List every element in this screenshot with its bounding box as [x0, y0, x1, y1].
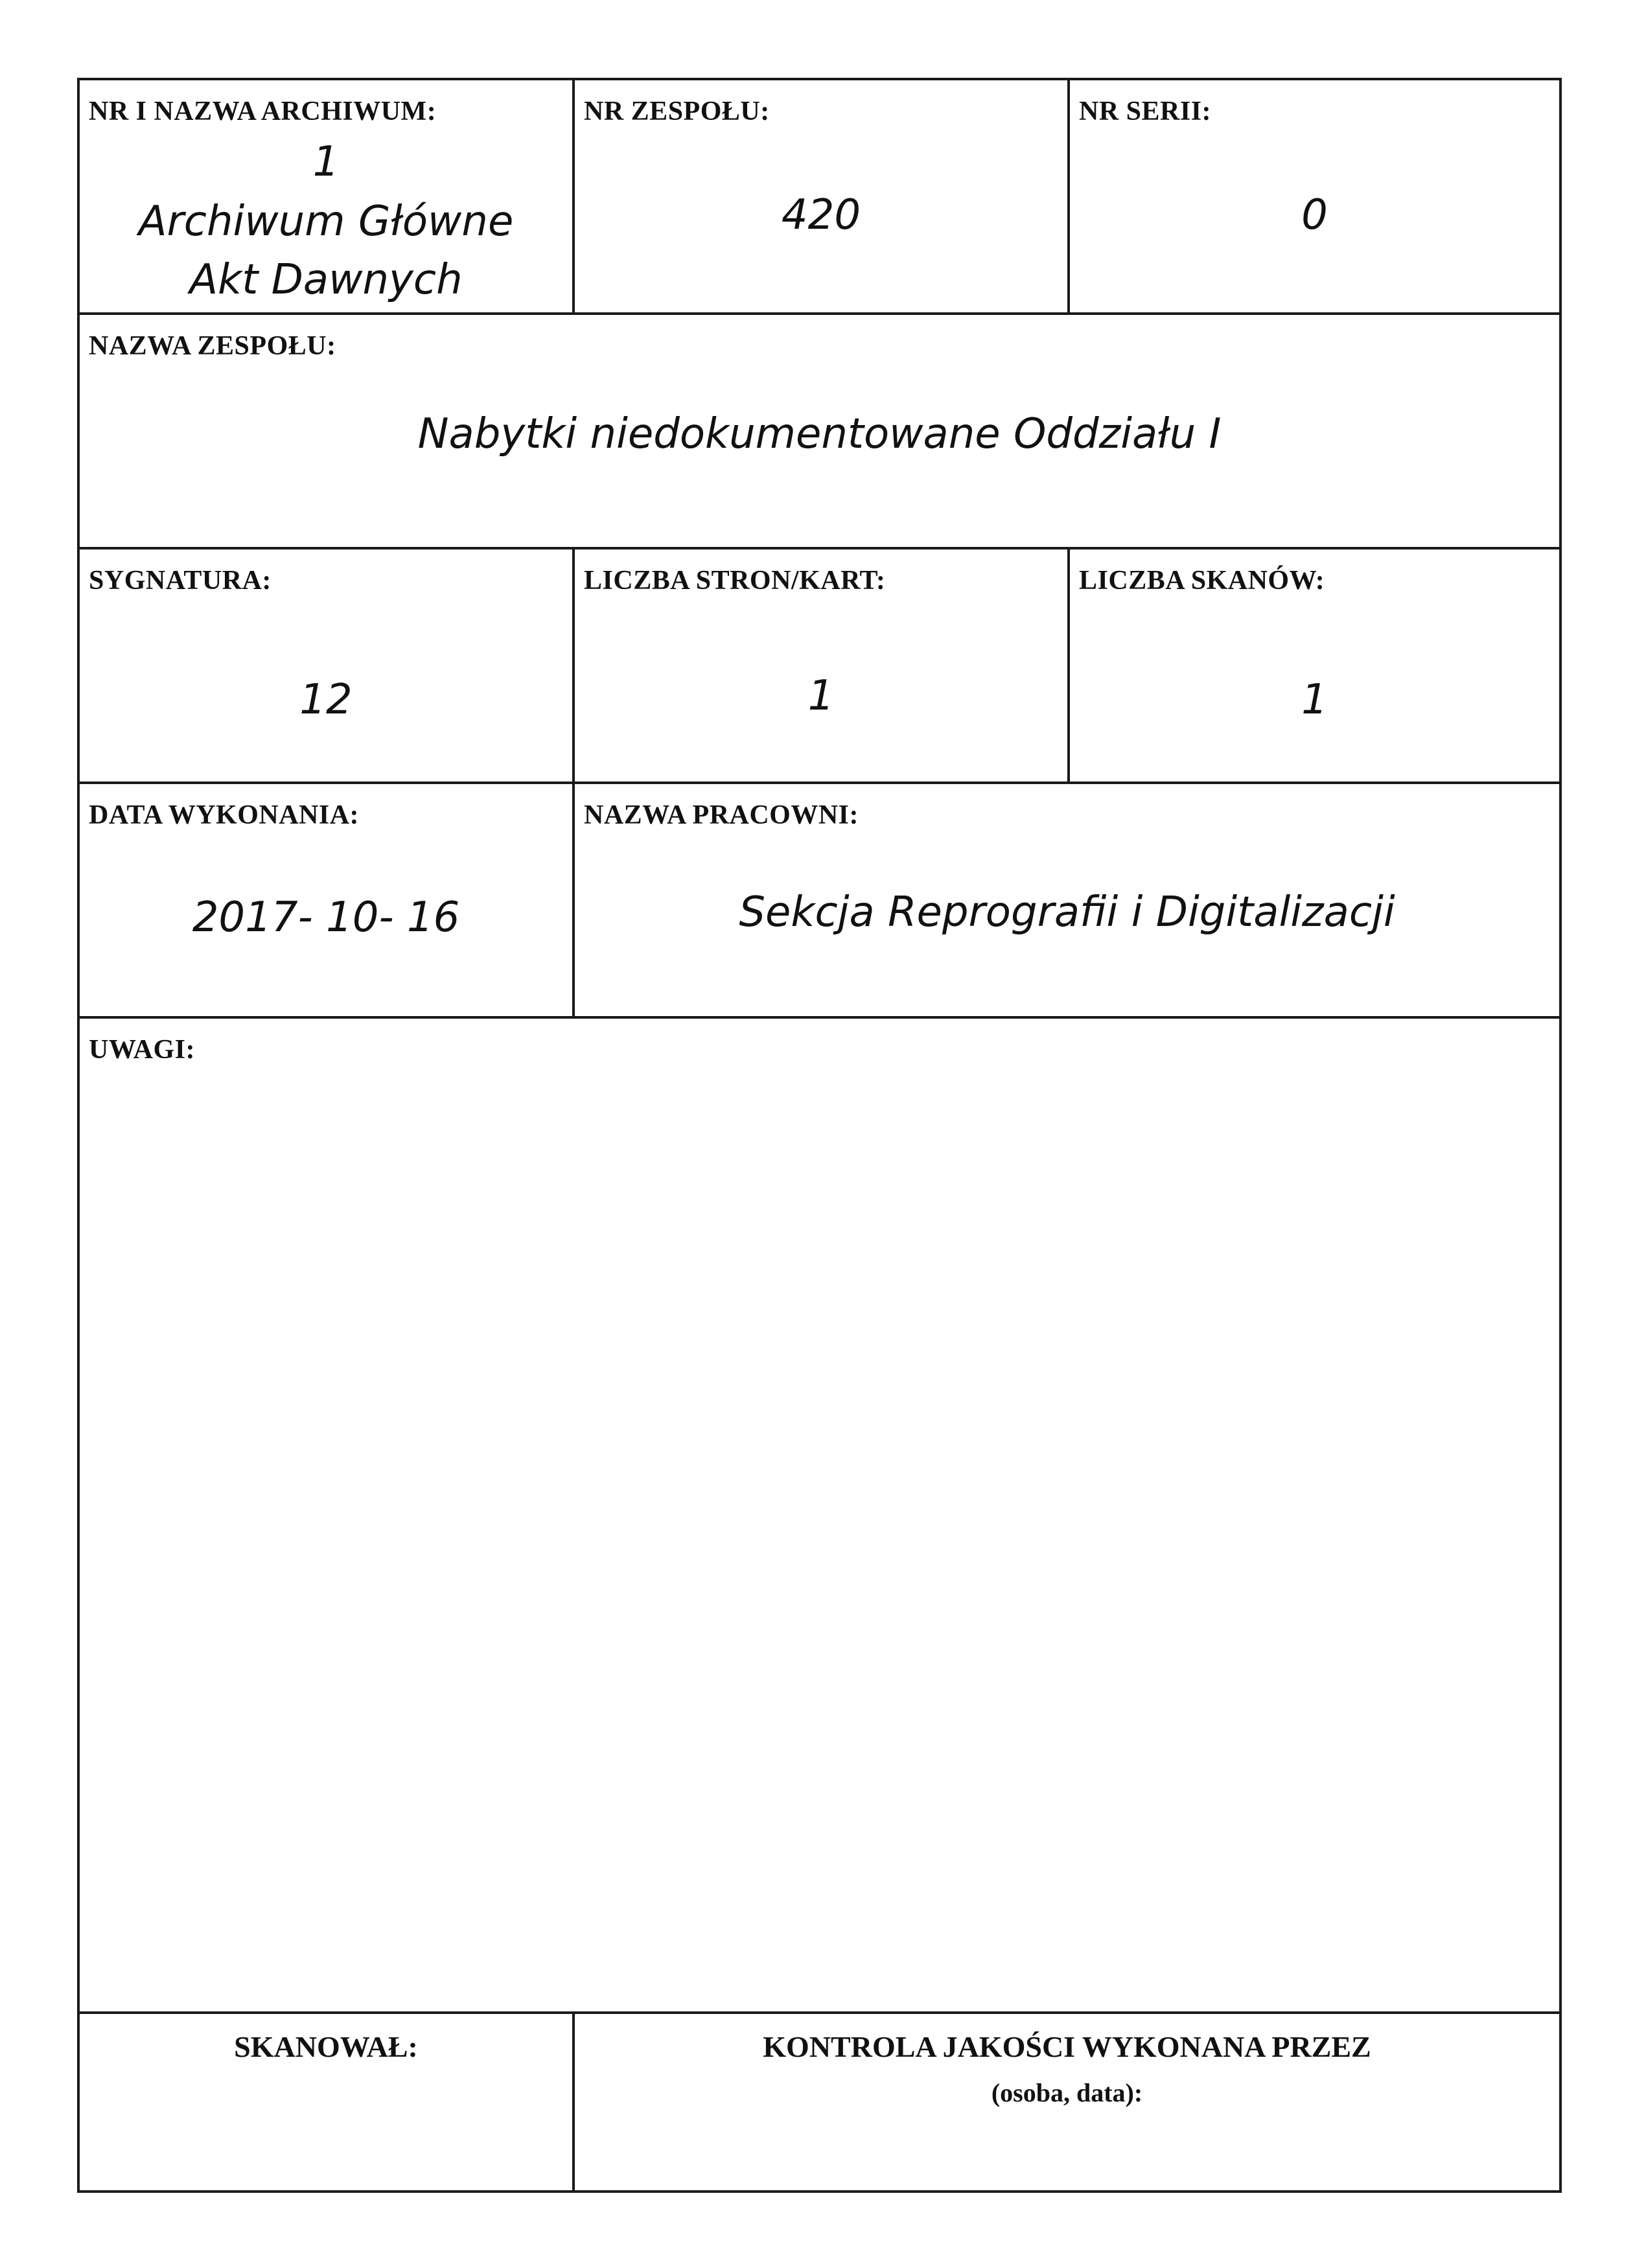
scans-count-cell [1070, 550, 1559, 784]
pages-count-label: LICZBA STRON/KART: [584, 566, 886, 596]
archive-cell [80, 80, 575, 315]
archive-number: 1 [312, 138, 340, 186]
fonds-name-label: NAZWA ZESPOŁU: [89, 331, 336, 361]
archive-label: NR I NAZWA ARCHIWUM: [89, 97, 437, 126]
workshop-value: Sekcja Reprografii i Digitalizacji [739, 888, 1395, 936]
date-value: 2017- 10- 16 [192, 894, 460, 942]
date-cell [80, 784, 575, 1019]
scanned-by-cell [80, 2014, 575, 2190]
archive-name-line2: Akt Dawnych [189, 256, 463, 304]
fonds-number-value: 420 [781, 191, 861, 239]
scans-count-label: LICZBA SKANÓW: [1079, 566, 1325, 596]
scanned-by-label: SKANOWAŁ: [234, 2030, 418, 2063]
quality-control-cell [575, 2014, 1559, 2190]
series-number-label: NR SERII: [1079, 97, 1212, 126]
pages-count-cell [575, 550, 1070, 784]
fonds-name-cell [80, 315, 1559, 550]
remarks-label: UWAGI: [89, 1035, 196, 1065]
quality-control-sublabel: (osoba, data): [991, 2078, 1143, 2107]
fonds-number-label: NR ZESPOŁU: [584, 97, 770, 126]
archive-name-line1: Archiwum Główne [138, 198, 514, 246]
quality-control-label: KONTROLA JAKOŚCI WYKONANA PRZEZ [763, 2030, 1371, 2063]
pages-count-value: 1 [807, 672, 835, 720]
fonds-name-value: Nabytki niedokumentowane Oddziału I [417, 410, 1222, 458]
workshop-label: NAZWA PRACOWNI: [584, 800, 859, 830]
date-label: DATA WYKONANIA: [89, 800, 360, 830]
series-number-cell [1070, 80, 1559, 315]
signature-label: SYGNATURA: [89, 566, 272, 596]
series-number-value: 0 [1301, 191, 1328, 239]
signature-cell [80, 550, 575, 784]
workshop-cell [575, 784, 1559, 1019]
signature-value: 12 [299, 676, 353, 724]
remarks-cell [80, 1019, 1559, 2014]
scans-count-value: 1 [1301, 676, 1328, 724]
fonds-number-cell [575, 80, 1070, 315]
metadata-form [77, 78, 1562, 2193]
